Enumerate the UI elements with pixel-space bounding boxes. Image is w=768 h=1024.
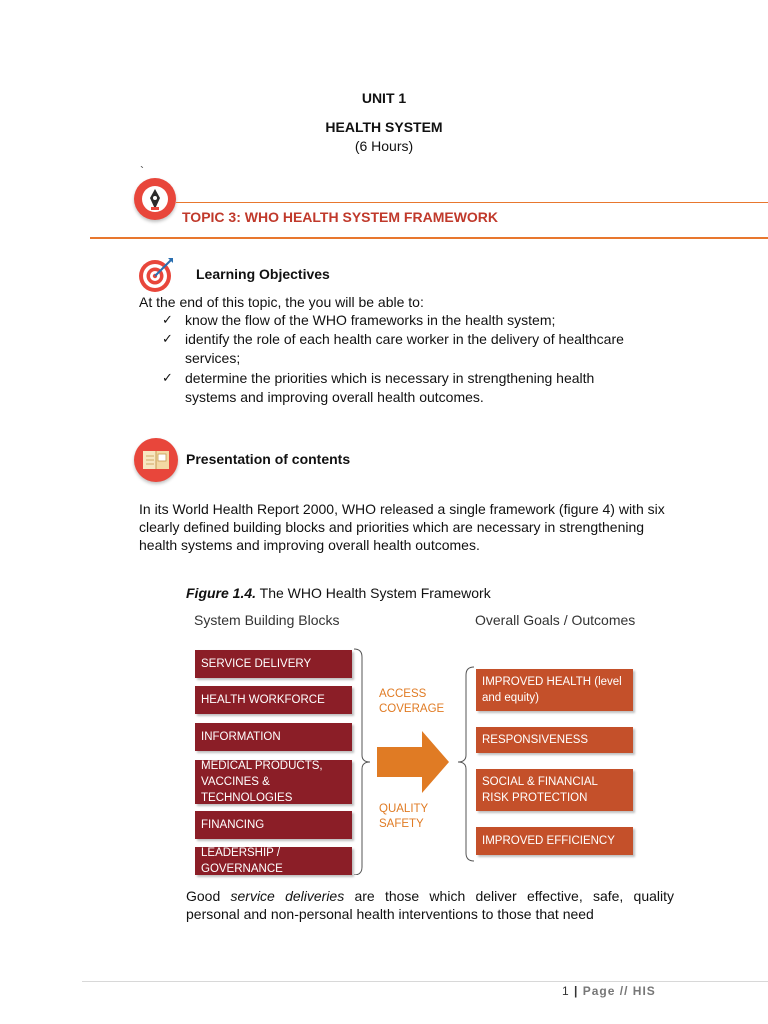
- figure-caption-label: Figure 1.4.: [186, 585, 257, 601]
- unit-hours: (6 Hours): [354, 138, 414, 154]
- topic-rule-top: [176, 202, 768, 203]
- building-blocks-heading: System Building Blocks: [194, 612, 340, 628]
- figure-caption: [186, 585, 491, 601]
- block-financing: FINANCING: [195, 811, 352, 839]
- paragraph-prefix: Good: [186, 888, 231, 904]
- block-leadership: LEADERSHIP / GOVERNANCE: [195, 847, 352, 875]
- figure-caption-text: The WHO Health System Framework: [256, 585, 491, 601]
- objectives-intro: At the end of this topic, the you will be able to:: [139, 294, 424, 310]
- target-icon: [137, 256, 175, 294]
- who-framework-figure: [182, 605, 642, 875]
- goal-improved-health: IMPROVED HEALTH (level and equity): [476, 669, 633, 711]
- objective-item: determine the priorities which is necessary in strengthening health: [185, 370, 595, 386]
- page-footer: [562, 984, 656, 998]
- intro-paragraph: In its World Health Report 2000, WHO released a single framework (figure 4) with six clearly defined building blocks and priorities which are necessary in strengthening health systems and improving overall health outcomes.: [139, 501, 665, 553]
- topic-title: TOPIC 3: WHO HEALTH SYSTEM FRAMEWORK: [182, 209, 499, 225]
- goal-financial-risk-protection: SOCIAL & FINANCIAL RISK PROTECTION: [476, 769, 633, 811]
- course-code: HIS: [632, 984, 656, 998]
- quality-safety-label: QUALITY SAFETY: [379, 803, 428, 830]
- access-coverage-label: ACCESS COVERAGE: [379, 688, 445, 715]
- goal-improved-efficiency: IMPROVED EFFICIENCY: [476, 827, 633, 855]
- goal-responsiveness: RESPONSIVENESS: [476, 727, 633, 753]
- paragraph-rest: are those which deliver effective, safe, quality personal and non-personal health interventions to those that need: [186, 888, 675, 922]
- unit-title: HEALTH SYSTEM: [325, 119, 443, 135]
- footer-slashes: //: [619, 984, 629, 998]
- block-medical-products: MEDICAL PRODUCTS, VACCINES & TECHNOLOGIES: [195, 760, 352, 804]
- objective-item: know the flow of the WHO frameworks in the health system;: [185, 312, 556, 328]
- check-icon: ✓: [162, 370, 173, 385]
- arrow-icon: [377, 731, 449, 793]
- block-service-delivery: SERVICE DELIVERY: [195, 650, 352, 678]
- topic-rule-bottom: [90, 237, 768, 239]
- objective-item-continued: services;: [185, 350, 241, 366]
- footer-separator: |: [574, 984, 579, 998]
- footer-rule: [82, 981, 768, 982]
- unit-label: UNIT 1: [361, 90, 407, 106]
- block-information: INFORMATION: [195, 723, 352, 751]
- stray-mark: `: [140, 164, 144, 178]
- objective-item: identify the role of each health care worker in the delivery of healthcare: [185, 331, 624, 347]
- objective-item-continued: systems and improving overall health outcomes.: [185, 389, 484, 405]
- paragraph-emphasis: service deliveries: [230, 888, 345, 904]
- check-icon: ✓: [162, 331, 173, 346]
- learning-objectives-title: Learning Objectives: [196, 266, 330, 282]
- check-icon: ✓: [162, 312, 173, 327]
- goals-heading: Overall Goals / Outcomes: [475, 612, 636, 628]
- block-health-workforce: HEALTH WORKFORCE: [195, 686, 352, 714]
- page-word: Page: [582, 984, 616, 998]
- pen-nib-icon: [134, 178, 176, 220]
- book-icon: [134, 438, 178, 482]
- presentation-title: Presentation of contents: [186, 451, 351, 467]
- service-delivery-paragraph: [186, 887, 674, 923]
- page-number: 1: [562, 984, 570, 998]
